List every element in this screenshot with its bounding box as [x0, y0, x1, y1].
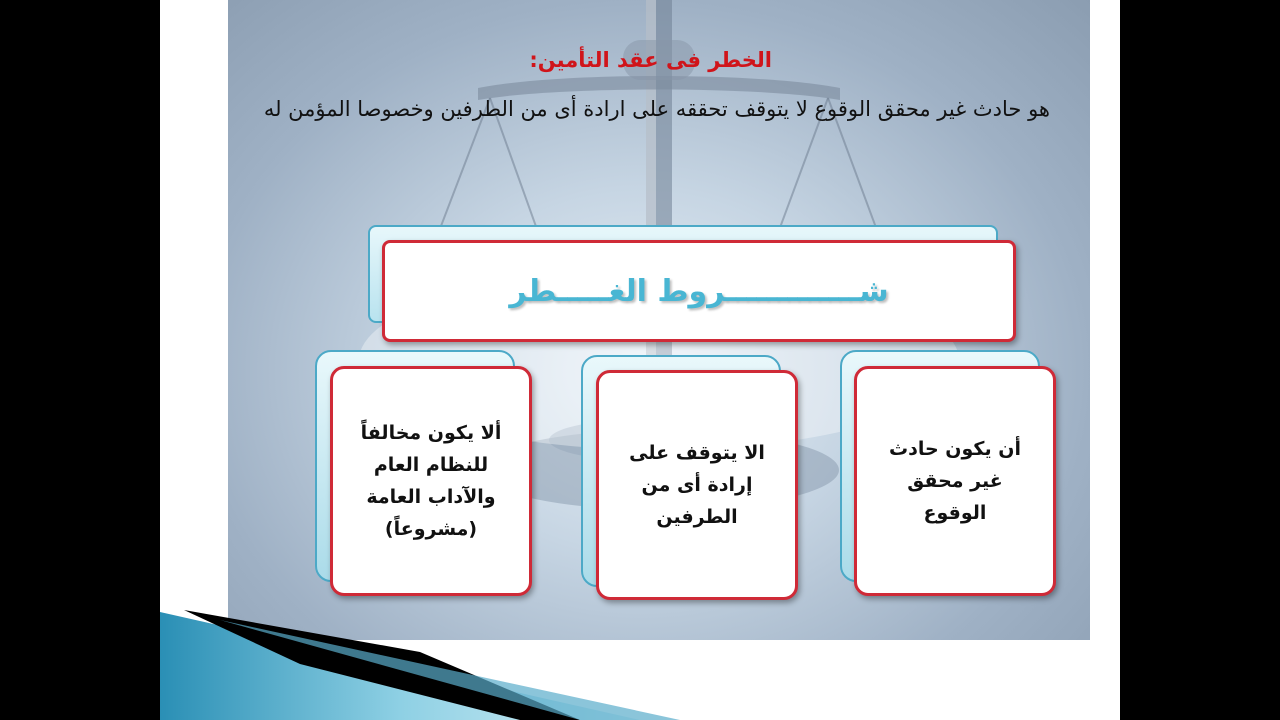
- condition-text-3: ألا يكون مخالفاً للنظام العام والآداب العامة (مشروعاً): [360, 422, 502, 540]
- condition-card-1: [854, 366, 1056, 596]
- slide: [160, 0, 1120, 720]
- header-box: [382, 240, 1016, 342]
- condition-card-2: [596, 370, 798, 600]
- condition-card-3: [330, 366, 532, 596]
- slide-title: الخطر فى عقد التأمين:: [529, 48, 772, 72]
- decorative-swoosh: [160, 600, 1120, 720]
- condition-text-1: أن يكون حادث غير محقق الوقوع: [889, 438, 1021, 524]
- diagram-header: شـــــــــــــروط الغـــــطر: [509, 273, 889, 309]
- definition-text: هو حادث غير محقق الوقوع لا يتوقف تحققه على ارادة أى من الطرفين وخصوصا المؤمن له: [263, 97, 1050, 121]
- condition-text-2: الا يتوقف على إرادة أى من الطرفين: [629, 442, 765, 528]
